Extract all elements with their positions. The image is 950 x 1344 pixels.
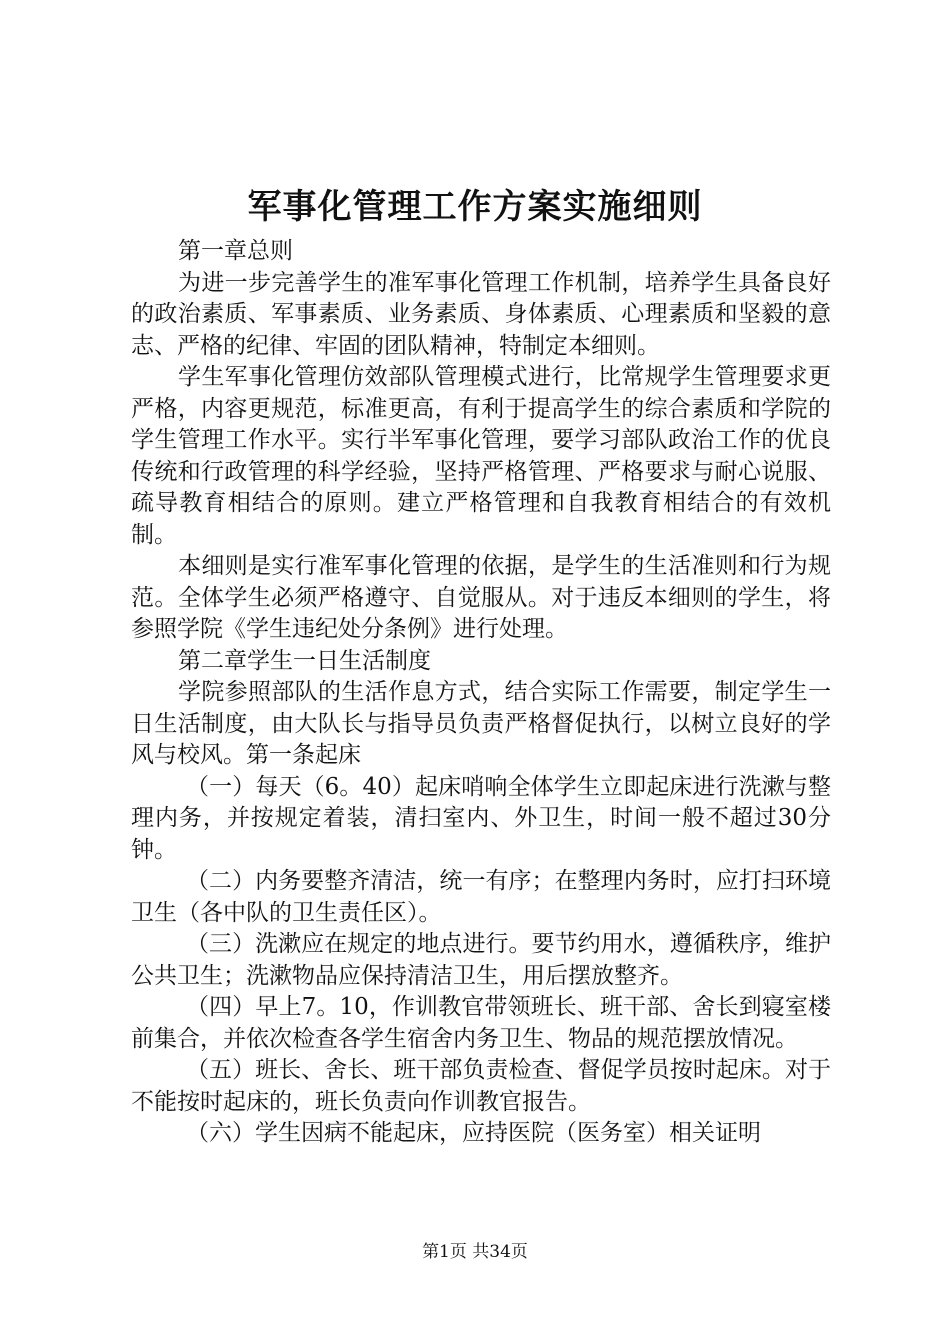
paragraph: 为进一步完善学生的准军事化管理工作机制，培养学生具备良好的政治素质、军事素质、业务素质、身体素质、心理素质和坚毅的意志、严格的纪律、牢固的团队精神，特制定本细则。 xyxy=(131,269,831,359)
list-item: （一）每天（6。40）起床哨响全体学生立即起床进行洗漱与整理内务，并按规定着装，清扫室内、外卫生，时间一般不超过30分钟。 xyxy=(131,773,831,863)
document-title: 军事化管理工作方案实施细则 xyxy=(247,187,703,227)
list-item: （二）内务要整齐清洁，统一有序；在整理内务时，应打扫环境卫生（各中队的卫生责任区）。 xyxy=(131,868,831,926)
paragraph: 本细则是实行准军事化管理的依据，是学生的生活准则和行为规范。全体学生必须严格遵守、自觉服从。对于违反本细则的学生，将参照学院《学生违纪处分条例》进行处理。 xyxy=(131,553,831,642)
page-number: 第1页 xyxy=(422,1242,467,1262)
chapter-heading-2: 第二章学生一日生活制度 xyxy=(178,647,431,674)
list-item: （三）洗漱应在规定的地点进行。要节约用水，遵循秩序，维护公共卫生；洗漱物品应保持清洁卫生，用后摆放整齐。 xyxy=(131,931,831,989)
chapter-heading-1: 第一章总则 xyxy=(178,238,293,264)
paragraph: 学院参照部队的生活作息方式，结合实际工作需要，制定学生一日生活制度，由大队长与指导员负责严格督促执行，以树立良好的学风与校风。第一条起床 xyxy=(131,679,831,768)
page-footer xyxy=(0,1241,950,1263)
document-body xyxy=(131,236,831,1150)
paragraph: 学生军事化管理仿效部队管理模式进行，比常规学生管理要求更严格，内容更规范，标准更高，有利于提高学生的综合素质和学院的学生管理工作水平。实行半军事化管理，要学习部队政治工作的优良传统和行政管理的科学经验，坚持严格管理、严格要求与耐心说服、疏导教育相结合的原则。建立严格管理和自我教育相结合的有效机制。 xyxy=(131,364,831,548)
page-total: 共34页 xyxy=(472,1242,528,1262)
list-item: （四）早上7。10，作训教官带领班长、班干部、舍长到寝室楼前集合，并依次检查各学生宿舍内务卫生、物品的规范摆放情况。 xyxy=(131,994,831,1052)
list-item: （六）学生因病不能起床，应持医院（医务室）相关证明 xyxy=(186,1120,761,1146)
list-item: （五）班长、舍长、班干部负责检查、督促学员按时起床。对于不能按时起床的，班长负责向作训教官报告。 xyxy=(131,1057,831,1115)
